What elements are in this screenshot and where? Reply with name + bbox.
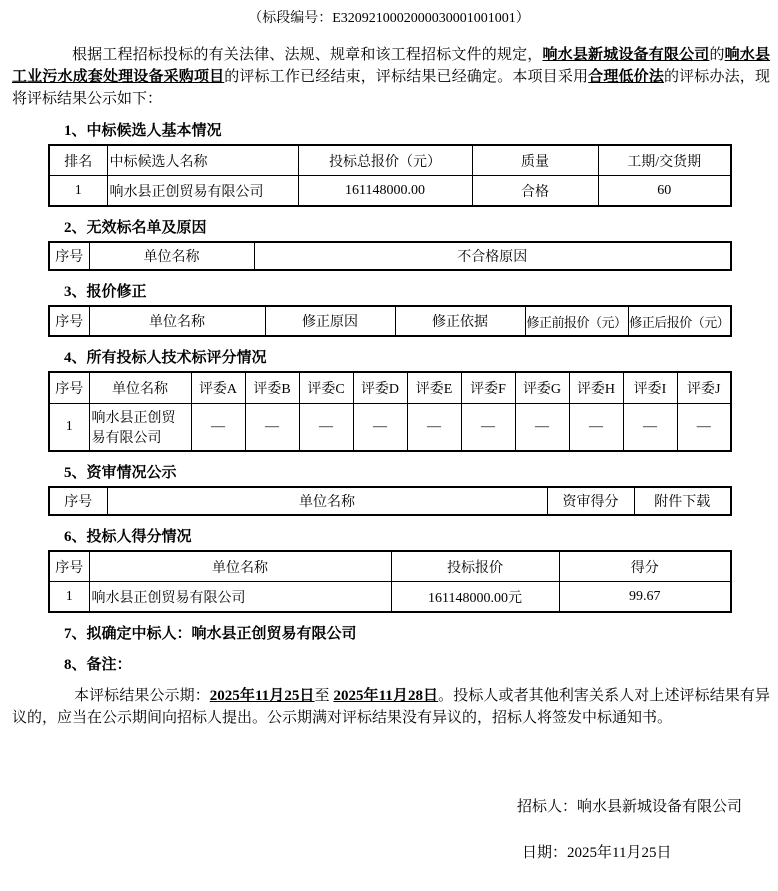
section-title-proposed-winner: 7、拟确定中标人：响水县正创贸易有限公司 [64,626,357,642]
intro-text-1: 根据工程招标投标的有关法律、法规、规章和该工程招标文件的规定， [72,47,543,63]
col-header-unit-name: 单位名称 [107,487,547,515]
col-header-unit-name: 单位名称 [89,306,265,336]
cell-judge-d-score: — [353,404,407,452]
col-header-judge-d: 评委D [353,372,407,404]
col-header-judge-f: 评委F [461,372,515,404]
publicity-start-date: 2025年11月25日 [209,688,315,704]
section-title-winning-candidates: 1、中标候选人基本情况 [64,123,222,139]
col-header-price-before: 修正前报价（元） [525,306,628,336]
section-title-bidder-scores: 6、投标人得分情况 [64,529,192,545]
cell-rank: 1 [49,176,107,207]
col-header-price-after: 修正后报价（元） [628,306,731,336]
col-header-judge-j: 评委J [677,372,731,404]
table-header-row [49,372,731,404]
col-header-duration: 工期/交货期 [598,145,731,176]
col-header-score: 得分 [559,551,731,582]
table-header-row [49,242,731,270]
cell-judge-h-score: — [569,404,623,452]
evaluation-method: 合理低价法 [588,69,664,85]
cell-duration: 60 [598,176,731,207]
project-name: 响水县工业污水成套处理设备采购项目 [12,47,770,85]
intro-paragraph [12,44,770,110]
col-header-review-score: 资审得分 [547,487,634,515]
cell-judge-g-score: — [515,404,569,452]
intro-text-4: 的评标办法，现将评标结果公示如下： [12,69,770,107]
tenderer-name: 响水县新城设备有限公司 [542,47,710,63]
cell-judge-i-score: — [623,404,677,452]
cell-serial: 1 [49,582,89,613]
col-header-unit-name: 单位名称 [89,551,391,582]
invalid-bids-table [48,241,732,271]
table-header-row [49,306,731,336]
cell-judge-j-score: — [677,404,731,452]
cell-judge-f-score: — [461,404,515,452]
cell-bid-price: 161148000.00元 [391,582,559,613]
col-header-judge-a: 评委A [191,372,245,404]
cell-unit-name: 响水县正创贸易有限公司 [89,404,191,452]
col-header-serial: 序号 [49,487,107,515]
section-title-technical-scores: 4、所有投标人技术标评分情况 [64,350,267,366]
col-header-judge-g: 评委G [515,372,569,404]
remark-text-1: 本评标结果公示期： [74,688,210,704]
col-header-candidate-name: 中标候选人名称 [107,145,298,176]
remark-text-2: 至 [314,688,334,704]
remark-paragraph [12,685,770,729]
col-header-attachment-download: 附件下载 [634,487,731,515]
col-header-judge-i: 评委I [623,372,677,404]
col-header-serial: 序号 [49,551,89,582]
col-header-bid-price: 投标报价 [391,551,559,582]
cell-judge-c-score: — [299,404,353,452]
cell-judge-b-score: — [245,404,299,452]
cell-unit-name: 响水县正创贸易有限公司 [89,582,391,613]
col-header-total-bid-price: 投标总报价（元） [298,145,472,176]
col-header-quality: 质量 [472,145,598,176]
cell-serial: 1 [49,404,89,452]
table-row [49,582,731,613]
cell-quality: 合格 [472,176,598,207]
remark-text-3: 。投标人或者其他利害关系人对上述评标结果有异议的，应当在公示期间向招标人提出。公示期满对评标结果没有异议的，招标人将签发中标通知书。 [12,688,770,726]
cell-judge-a-score: — [191,404,245,452]
publicity-end-date: 2025年11月28日 [333,688,439,704]
col-header-judge-h: 评委H [569,372,623,404]
table-header-row [49,145,731,176]
qualification-review-table [48,486,732,516]
section-title-price-correction: 3、报价修正 [64,284,147,300]
intro-text-3: 的评标工作已经结束，评标结果已经确定。本项目采用 [224,69,589,85]
col-header-disqualification-reason: 不合格原因 [254,242,731,270]
table-header-row [49,487,731,515]
section-title-invalid-bids: 2、无效标名单及原因 [64,220,207,236]
winning-candidates-table [48,144,732,207]
table-header-row [49,551,731,582]
col-header-unit-name: 单位名称 [89,372,191,404]
section-title-qualification-review: 5、资审情况公示 [64,465,177,481]
col-header-correction-reason: 修正原因 [265,306,395,336]
bidder-scores-table [48,550,732,613]
section-title-remarks: 8、备注： [64,657,132,673]
table-row [49,176,731,207]
technical-scores-table [48,371,732,452]
cell-judge-e-score: — [407,404,461,452]
col-header-judge-b: 评委B [245,372,299,404]
col-header-unit-name: 单位名称 [89,242,254,270]
stage-code-title: （标段编号：E3209210002000030001001001） [248,11,530,26]
intro-text-2: 的 [709,47,725,63]
col-header-judge-e: 评委E [407,372,461,404]
cell-score: 99.67 [559,582,731,613]
col-header-judge-c: 评委C [299,372,353,404]
cell-candidate-name: 响水县正创贸易有限公司 [107,176,298,207]
price-correction-table [48,305,732,337]
table-row [49,404,731,452]
col-header-serial: 序号 [49,242,89,270]
col-header-serial: 序号 [49,372,89,404]
cell-total-bid-price: 161148000.00 [298,176,472,207]
col-header-rank: 排名 [49,145,107,176]
col-header-correction-basis: 修正依据 [395,306,525,336]
footer-date-line: 日期：2025年11月25日 [522,845,672,861]
footer-tenderer-line: 招标人：响水县新城设备有限公司 [517,799,743,815]
col-header-serial: 序号 [49,306,89,336]
